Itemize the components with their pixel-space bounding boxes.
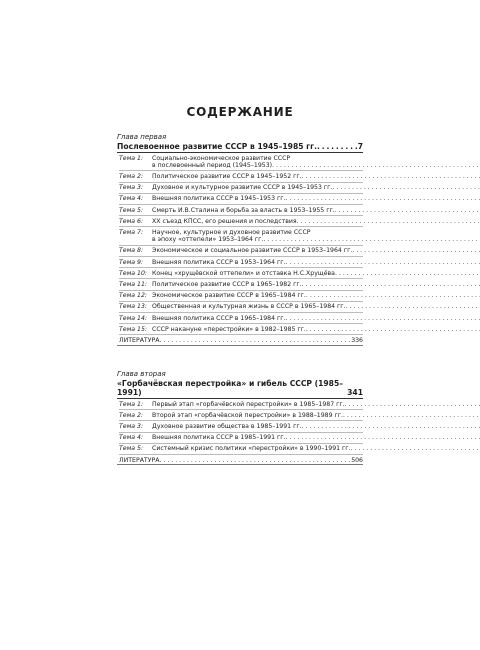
dot-leader [335,270,480,277]
theme-title-line: Политическое развитие СССР в 1945–1952 гг. [152,172,302,180]
theme-title-last-line [152,292,480,299]
theme-title-line: Второй этап «горбачёвской перестройки» в 1988–1989 гг. [152,411,343,419]
theme-title-last-line [152,247,480,254]
chapter-title: Послевоенное развитие СССР в 1945–1985 гг. [117,142,317,151]
theme-row [117,259,363,266]
theme-separator [119,323,363,324]
dot-leader [159,457,350,464]
literature-label: ЛИТЕРАТУРА [119,457,160,465]
theme-row [117,173,363,180]
theme-number: Тема 7: [119,228,144,236]
literature-label: ЛИТЕРАТУРА [119,337,160,345]
theme-body [152,434,480,441]
theme-title-last-line [152,281,480,288]
theme-title-line: Внешняя политика СССР в 1945–1953 гг. [152,195,286,203]
theme-separator [119,182,363,183]
theme-separator [119,245,363,246]
theme-separator [119,215,363,216]
theme-body [152,229,480,243]
theme-number: Тема 4: [119,195,144,203]
theme-title-line: Первый этап «горбачёвской перестройки» в 1985–1987 гг. [152,400,345,408]
theme-number: Тема 15: [119,325,147,333]
dot-leader [302,281,480,288]
dot-leader [345,401,480,408]
dot-leader [351,445,480,452]
theme-title-line: Социально-экономическое развитие СССР [152,154,291,162]
theme-separator [119,193,363,194]
theme-body [152,259,480,266]
theme-number: Тема 4: [119,434,144,442]
theme-title-last-line [152,401,480,408]
theme-separator [119,301,363,302]
theme-title-line: в послевоенный период (1945–1953) [152,161,273,169]
theme-row [117,401,363,408]
theme-title-line: Системный кризис политики «перестройки» в 1990–1991 гг. [152,445,351,453]
literature-page-number: 506 [351,457,363,465]
theme-title-last-line [152,326,480,333]
theme-separator [119,443,363,444]
theme-row [117,207,363,214]
theme-title-line: Духовное и культурное развитие СССР в 1945–1953 гг. [152,184,333,192]
theme-row [117,155,363,169]
theme-row [117,434,363,441]
theme-body [152,303,480,310]
theme-title-last-line [152,195,480,202]
theme-separator [119,334,363,335]
theme-body [152,445,480,452]
theme-separator [119,204,363,205]
theme-title-line: в эпоху «оттепели» 1953–1964 гг. [152,236,264,244]
chapter-page-number: 341 [347,388,363,397]
theme-row [117,195,363,202]
chapter-end-rule [117,464,363,465]
theme-title-last-line [152,412,480,419]
chapter-label: Глава вторая [117,370,166,378]
dot-leader [285,315,480,322]
theme-title-last-line [152,207,480,214]
chapter-title-row [117,379,363,397]
theme-separator [119,267,363,268]
chapter-rule [117,398,363,399]
theme-title-line: СССР накануне «перестройки» в 1982–1985 гг. [152,325,306,333]
theme-title-last-line [152,173,480,180]
theme-title-line: Экономическое и социальное развитие СССР в 1953–1964 гг. [152,247,353,255]
theme-number: Тема 8: [119,247,144,255]
dot-leader [306,292,480,299]
literature-page-number: 336 [351,337,363,345]
theme-title-last-line [152,162,480,169]
dot-leader [285,259,480,266]
chapter-page-number: 7 [357,142,363,151]
theme-body [152,326,480,333]
theme-separator [119,454,363,455]
theme-body [152,281,480,288]
theme-row [117,229,363,243]
theme-body [152,423,480,430]
theme-title-line: XX съезд КПСС, его решения и последствия [152,217,297,225]
theme-row [117,315,363,322]
theme-number: Тема 1: [119,400,144,408]
theme-body [152,292,480,299]
theme-title-last-line [152,303,480,310]
dot-leader [285,195,480,202]
dot-leader [332,184,480,191]
theme-row [117,247,363,254]
theme-number: Тема 3: [119,422,144,430]
literature-row [117,337,363,344]
theme-number: Тема 13: [119,303,147,311]
theme-body [152,207,480,214]
theme-row [117,281,363,288]
chapter-rule [117,152,363,153]
chapter-title: «Горбачёвская перестройка» и гибель СССР (1985–1991) [117,379,344,397]
theme-number: Тема 14: [119,314,147,322]
dot-leader [297,218,480,225]
dot-leader [263,236,480,243]
theme-number: Тема 2: [119,172,144,180]
dot-leader [335,207,480,214]
theme-title-line: Научное, культурное и духовное развитие СССР [152,228,311,236]
theme-row [117,412,363,419]
dot-leader [343,412,480,419]
theme-number: Тема 12: [119,292,147,300]
theme-row [117,303,363,310]
dot-leader [159,337,350,344]
dot-leader [302,173,480,180]
theme-separator [119,432,363,433]
theme-separator [119,409,363,410]
dot-leader [302,423,480,430]
chapter-end-rule [117,345,363,346]
theme-body [152,401,480,408]
theme-body [152,412,480,419]
theme-title-last-line [152,184,480,191]
theme-row [117,218,363,225]
theme-title-last-line [152,423,480,430]
theme-number: Тема 10: [119,269,147,277]
theme-separator [119,256,363,257]
dot-leader [306,326,480,333]
theme-separator [119,226,363,227]
theme-title-line: Внешняя политика СССР в 1953–1964 гг. [152,258,286,266]
chapter-2 [117,370,363,465]
theme-row [117,423,363,430]
theme-title-last-line [152,434,480,441]
theme-separator [119,420,363,421]
theme-row [117,270,363,277]
chapter-1 [117,133,363,346]
theme-number: Тема 6: [119,217,144,225]
dot-leader [285,434,480,441]
theme-body [152,270,480,277]
page-title: СОДЕРЖАНИЕ [186,105,294,119]
theme-title-last-line [152,445,480,452]
theme-separator [119,278,363,279]
dot-leader [346,303,480,310]
theme-title-last-line [152,259,480,266]
theme-title-line: Духовное развитие общества в 1985–1991 гг. [152,422,302,430]
theme-number: Тема 5: [119,206,144,214]
theme-title-line: Внешняя политика СССР в 1965–1984 гг. [152,314,286,322]
theme-title-line: Политическое развитие СССР в 1965–1982 гг. [152,280,302,288]
theme-row [117,292,363,299]
theme-number: Тема 5: [119,445,144,453]
theme-title-line: Конец «хрущёвской оттепели» и отставка Н.С.Хрущёва [152,269,335,277]
theme-separator [119,312,363,313]
theme-body [152,155,480,169]
theme-number: Тема 3: [119,184,144,192]
theme-number: Тема 11: [119,280,147,288]
theme-title-line: Общественная и культурная жизнь в СССР в 1965–1984 гг. [152,303,346,311]
dot-leader [317,142,357,151]
theme-title-line: Внешняя политика СССР в 1985–1991 гг. [152,434,286,442]
theme-title-last-line [152,270,480,277]
theme-separator [119,170,363,171]
theme-body [152,173,480,180]
theme-body [152,315,480,322]
theme-body [152,184,480,191]
theme-body [152,195,480,202]
chapter-title-row [117,142,363,151]
theme-title-line: Экономическое развитие СССР в 1965–1984 гг. [152,292,306,300]
chapter-label: Глава первая [117,133,167,141]
theme-title-line: Смерть И.В.Сталина и борьба за власть в 1953–1955 гг. [152,206,335,214]
theme-row [117,326,363,333]
theme-title-last-line [152,315,480,322]
theme-title-last-line [152,218,480,225]
theme-title-last-line [152,236,480,243]
theme-number: Тема 2: [119,411,144,419]
theme-body [152,218,480,225]
theme-number: Тема 1: [119,154,144,162]
theme-number: Тема 9: [119,258,144,266]
theme-row [117,445,363,452]
theme-separator [119,290,363,291]
theme-row [117,184,363,191]
literature-row [117,457,363,464]
dot-leader [272,162,480,169]
dot-leader [352,247,480,254]
theme-body [152,247,480,254]
